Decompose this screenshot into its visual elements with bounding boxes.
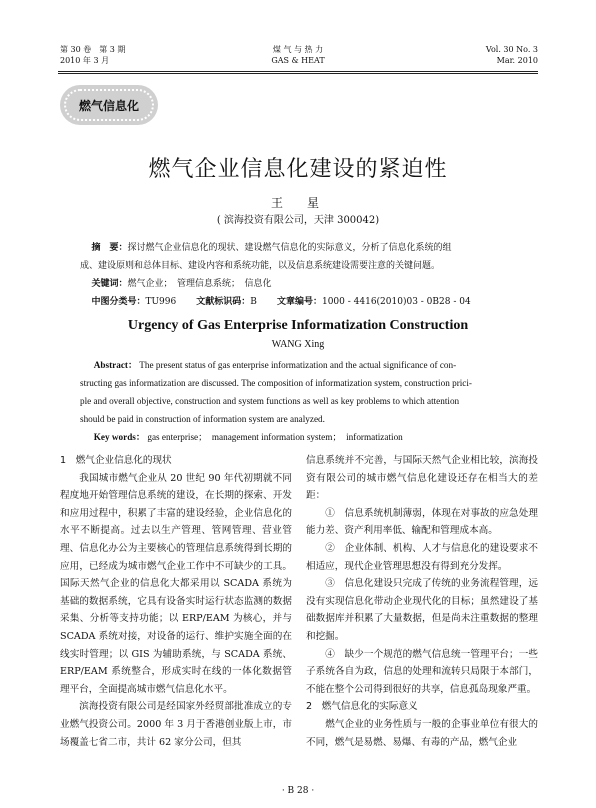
- running-header-right: [486, 44, 538, 66]
- abstract-en-label: Abstract：: [93, 360, 138, 370]
- clc-label: 中图分类号：: [91, 297, 146, 307]
- abstract-cn-label: 摘 要：: [91, 243, 128, 253]
- column-badge: [60, 85, 158, 125]
- column-badge-label: 燃气信息化: [64, 89, 154, 121]
- keywords-en-line: [80, 428, 522, 446]
- body-column-left: [60, 452, 292, 751]
- keywords-cn-label: 关键词：: [91, 279, 128, 289]
- body-paragraph: 滨海投资有限公司是经国家外经贸部批准成立的专业燃气投资公司。2000 年 3 月于香港创业版上市，市场覆盖七省二市，共计 62 家分公司，但其: [60, 701, 292, 748]
- section-1-heading: 1 燃气企业信息化的现状: [60, 455, 172, 466]
- article-title: 燃气企业信息化建设的紧迫性: [148, 157, 448, 182]
- list-item: ④ 缺少一个规范的燃气信息统一管理平台；一些子系统各自为政，信息的处理和流转只局限于本部门，不能在整个公司得到很好的共享，信息孤岛现象严重。: [306, 648, 538, 695]
- article-number-label: 文章编号：: [276, 297, 322, 307]
- abstract-en-text1: The present status of gas enterprise informatization and the actual significance of con-: [137, 360, 457, 370]
- article-title-en: Urgency of Gas Enterprise Informatization Construction: [127, 318, 469, 333]
- header-rule-second: [58, 73, 538, 74]
- author-affiliation: ( 滨海投资有限公司，天津 300042): [216, 215, 380, 226]
- volume-issue: 第 30 卷 第 3 期: [60, 45, 126, 54]
- publication-date-en: Mar. 2010: [496, 56, 538, 65]
- list-item: ① 信息系统机制薄弱，体现在对事故的应急处理能力差、资产利用率低、输配和管理成本高。: [306, 507, 538, 537]
- abstract-cn-text2: 成、建设原则和总体目标、建设内容和系统功能，以及信息系统建设需要注意的关键问题。: [80, 261, 441, 271]
- body-paragraph: 信息系统并不完善，与国际天然气企业相比较，滨海投资有限公司的城市燃气信息化建设还存在相当大的差距：: [306, 455, 538, 502]
- abstract-en: [80, 356, 522, 446]
- abstract-en-line3: ple and overall objective, construction and system functions as well as key problems to which attention: [80, 396, 460, 406]
- abstract-cn-line1: [80, 239, 520, 257]
- body-paragraph: 我国城市燃气企业从 20 世纪 90 年代初期就不同程度地开始管理信息系统的建设，在长期的探索、开发和应用过程中，积累了丰富的建设经验，企业信息化的水平不断提高。过去以生产管理、管网管理、营业管理、信息化办公为主要核心的管理信息系统得到长期的应用，已经成为城市燃气企业工作中不可缺少的工具。国际天然气企业的信息化大都采用以 SCADA 系统为基础的数据系统，它具有设备实时运行状态监测的数据采集、分析等支持功能；以 ERP/EAM 为核心，并与 SCADA 系统对接，对设备的运行、维护实施全面的在线实时管理；以 GIS 为辅助系统，与 SCADA 系统、ERP/EAM 系统整合，形成实时在线的一体化数据管理平台，全面提高城市燃气信息化水平。: [60, 472, 292, 695]
- doc-code-value: B: [250, 297, 257, 307]
- journal-name-en: GAS & HEAT: [271, 56, 325, 65]
- abstract-en-line4: should be paid in construction of information system are analyzed.: [80, 414, 325, 424]
- page-number: · B 28 ·: [281, 786, 315, 796]
- clc-value: TU996: [145, 297, 177, 307]
- body-column-right: [306, 452, 538, 751]
- keywords-cn: 燃气企业； 管理信息系统； 信息化: [127, 279, 272, 289]
- publication-date: 2010 年 3 月: [60, 56, 110, 65]
- keywords-cn-line: [80, 275, 520, 293]
- article-author: 王 星: [270, 196, 325, 210]
- keywords-en-label: Key words：: [93, 432, 146, 442]
- abstract-en-line1: [80, 356, 522, 374]
- section-2-heading: 2 燃气信息化的实际意义: [306, 701, 418, 713]
- abstract-cn: [80, 239, 520, 311]
- abstract-cn-text1: 探讨燃气企业信息化的现状、建设燃气信息化的实际意义，分析了信息化系统的组: [127, 243, 452, 253]
- header-rule: [58, 71, 538, 72]
- body-paragraph: 燃气企业的业务性质与一般的企事业单位有很大的不同，燃气是易燃、易爆、有毒的产品，燃气企业: [306, 718, 538, 748]
- article-number-value: 1000 - 4416(2010)03 - 0B28 - 04: [321, 297, 471, 307]
- keywords-en: gas enterprise； management information system； informatization: [145, 432, 403, 442]
- doc-code-label: 文献标识码：: [196, 297, 251, 307]
- classification-line: [80, 293, 520, 311]
- list-item: ③ 信息化建设只完成了传统的业务流程管理，远没有实现信息化带动企业现代化的目标；虽然建设了基础数据库并积累了大量数据，但是尚未注重数据的整理和挖掘。: [306, 578, 538, 642]
- journal-name-cn: 煤 气 与 热 力: [272, 45, 324, 54]
- list-item: ② 企业体制、机构、人才与信息化的建设要求不相适应，现代企业管理思想没有得到充分发挥。: [306, 542, 538, 572]
- volume-issue-en: Vol. 30 No. 3: [485, 45, 538, 54]
- article-author-en: WANG Xing: [271, 339, 325, 350]
- abstract-en-line2: structing gas informatization are discussed. The composition of informatization system, construction prici-: [80, 378, 472, 388]
- abstract-cn-line2: [80, 257, 520, 275]
